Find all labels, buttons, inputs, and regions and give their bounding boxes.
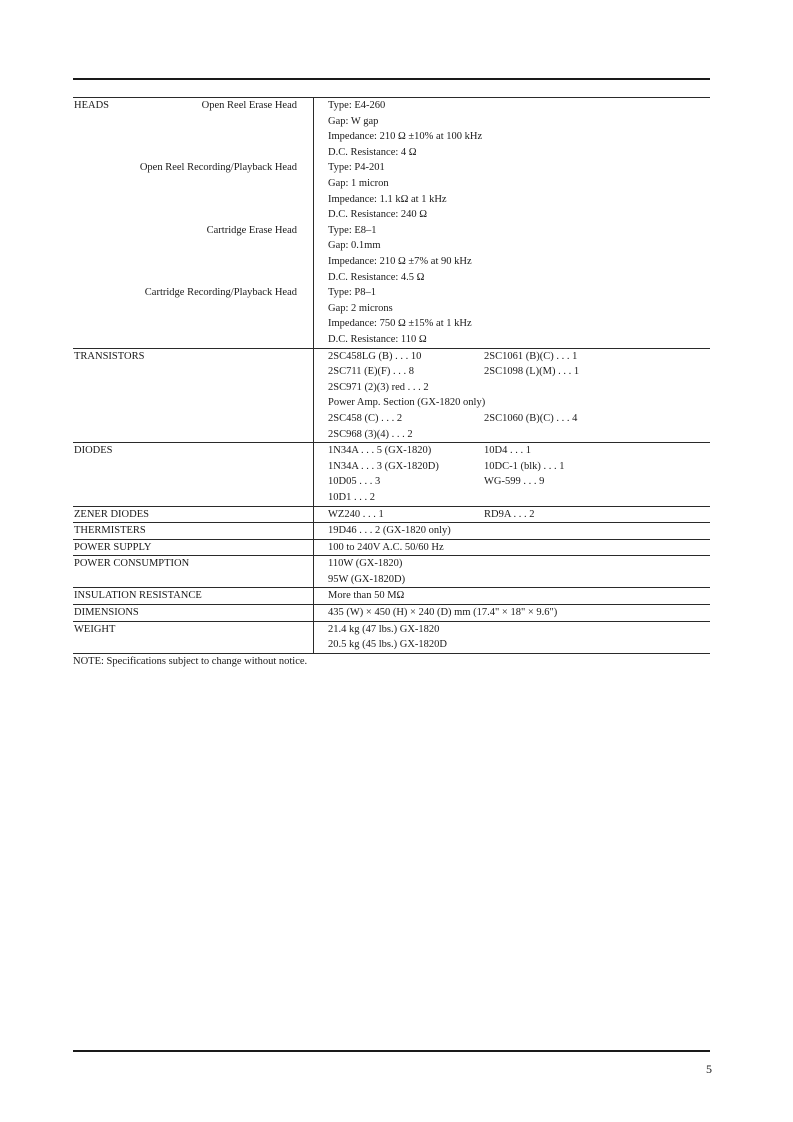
transistors-values — [313, 349, 710, 443]
dimensions-values — [313, 605, 710, 621]
heads-section — [73, 97, 710, 348]
spec-row — [328, 380, 710, 396]
head-label: Open Reel Recording/Playback Head — [139, 162, 297, 174]
spec-value: 10D1 . . . 2 — [328, 491, 375, 503]
head-label: Open Reel Erase Head — [201, 100, 297, 111]
spec-value: 110W (GX-1820) — [328, 558, 403, 570]
section-title-insulation-resistance: INSULATION RESISTANCE — [74, 590, 202, 602]
spec-value: 2SC1098 (L)(M) . . . 1 — [484, 366, 580, 378]
spec-row — [328, 427, 710, 443]
spec-value: Type: P8–1 — [328, 287, 376, 299]
spec-row — [328, 349, 710, 365]
dimensions-section — [73, 604, 710, 621]
spec-value: 2SC458 (C) . . . 2 — [328, 412, 403, 424]
spec-value: RD9A . . . 2 — [484, 508, 535, 520]
spec-row — [328, 364, 710, 380]
zener-diodes-values — [313, 507, 710, 523]
insulation-resistance-values — [313, 588, 710, 604]
section-title-heads: HEADS — [74, 100, 110, 111]
power-supply-section — [73, 539, 710, 556]
weight-section — [73, 621, 710, 653]
spec-value: Gap: 1 micron — [328, 177, 389, 189]
spec-row — [328, 490, 710, 506]
spec-value: 20.5 kg (45 lbs.) GX-1820D — [328, 639, 447, 651]
spec-value: WZ240 . . . 1 — [328, 508, 384, 520]
spec-value: 100 to 240V A.C. 50/60 Hz — [328, 541, 444, 553]
transistors-section — [73, 348, 710, 443]
spec-row — [328, 459, 710, 475]
spec-value: 21.4 kg (47 lbs.) GX-1820 — [328, 623, 440, 635]
spec-value: Gap: 0.1mm — [328, 240, 381, 252]
spec-value: Type: P4-201 — [328, 162, 385, 174]
head-label: Cartridge Erase Head — [206, 224, 297, 236]
spec-value — [484, 427, 710, 443]
diodes-values — [313, 443, 710, 505]
spec-value: 2SC458LG (B) . . . 10 — [328, 350, 422, 362]
spec-value: 435 (W) × 450 (H) × 240 (D) mm (17.4" × 18" × 9.6") — [328, 607, 558, 619]
insulation-resistance-section — [73, 587, 710, 604]
spec-value: Impedance: 210 Ω ±7% at 90 kHz — [328, 255, 472, 267]
weight-values — [313, 622, 710, 653]
spec-value: 10D05 . . . 3 — [328, 476, 381, 488]
specifications-table — [73, 97, 710, 654]
spec-value — [484, 490, 710, 506]
spec-value: 19D46 . . . 2 (GX-1820 only) — [328, 525, 451, 537]
power-amp-heading: Power Amp. Section (GX-1820 only) — [328, 397, 486, 409]
head-label: Cartridge Recording/Playback Head — [144, 287, 297, 299]
power-supply-values — [313, 540, 710, 556]
spec-row — [328, 443, 710, 459]
spec-value: Impedance: 1.1 kΩ at 1 kHz — [328, 193, 447, 205]
spec-value: Impedance: 210 Ω ±10% at 100 kHz — [328, 131, 483, 143]
spec-value: D.C. Resistance: 4 Ω — [328, 146, 417, 158]
spec-value — [484, 380, 710, 396]
spec-value: 2SC971 (2)(3) red . . . 2 — [328, 381, 429, 393]
section-title-thermisters: THERMISTERS — [74, 525, 146, 537]
spec-value: 10D4 . . . 1 — [484, 445, 531, 457]
spec-row — [328, 411, 710, 427]
spec-value: 10DC-1 (blk) . . . 1 — [484, 460, 565, 472]
bottom-rule — [73, 1050, 710, 1052]
zener-diodes-section — [73, 506, 710, 523]
section-title-power-consumption: POWER CONSUMPTION — [74, 558, 190, 570]
spec-value: D.C. Resistance: 110 Ω — [328, 333, 427, 345]
spec-value: 2SC1061 (B)(C) . . . 1 — [484, 350, 578, 362]
spec-value: More than 50 MΩ — [328, 590, 405, 602]
spec-value: 2SC1060 (B)(C) . . . 4 — [484, 412, 578, 424]
section-title-diodes: DIODES — [74, 445, 113, 457]
spec-value: Type: E4-260 — [328, 100, 386, 111]
heads-labels — [73, 98, 313, 348]
spec-value: 1N34A . . . 5 (GX-1820) — [328, 445, 432, 457]
spec-value: Gap: W gap — [328, 115, 379, 127]
power-consumption-values — [313, 556, 710, 587]
diodes-section — [73, 442, 710, 505]
thermisters-values — [313, 523, 710, 539]
spec-value: 95W (GX-1820D) — [328, 573, 406, 585]
spec-value: D.C. Resistance: 240 Ω — [328, 209, 428, 221]
spec-value: WG-599 . . . 9 — [484, 476, 545, 488]
spec-value: 1N34A . . . 3 (GX-1820D) — [328, 460, 439, 472]
spec-value: Impedance: 750 Ω ±15% at 1 kHz — [328, 318, 472, 330]
section-title-transistors: TRANSISTORS — [74, 350, 145, 362]
section-title-weight: WEIGHT — [74, 623, 116, 635]
spec-value: 2SC968 (3)(4) . . . 2 — [328, 428, 413, 440]
thermisters-section — [73, 522, 710, 539]
spec-value: 2SC711 (E)(F) . . . 8 — [328, 366, 414, 378]
page-number: 5 — [706, 1062, 712, 1076]
spec-value: Gap: 2 microns — [328, 302, 393, 314]
spec-value: D.C. Resistance: 4.5 Ω — [328, 271, 425, 283]
table-end-rule — [73, 653, 710, 654]
top-rule — [73, 78, 710, 80]
heads-values — [313, 98, 710, 348]
section-title-power-supply: POWER SUPPLY — [74, 541, 152, 553]
spec-row — [328, 507, 710, 523]
footnote: NOTE: Specifications subject to change without notice. — [73, 656, 308, 667]
spec-row — [328, 474, 710, 490]
spec-value: Type: E8–1 — [328, 224, 377, 236]
section-title-dimensions: DIMENSIONS — [74, 607, 139, 619]
section-title-zener-diodes: ZENER DIODES — [74, 508, 149, 520]
power-consumption-section — [73, 555, 710, 587]
